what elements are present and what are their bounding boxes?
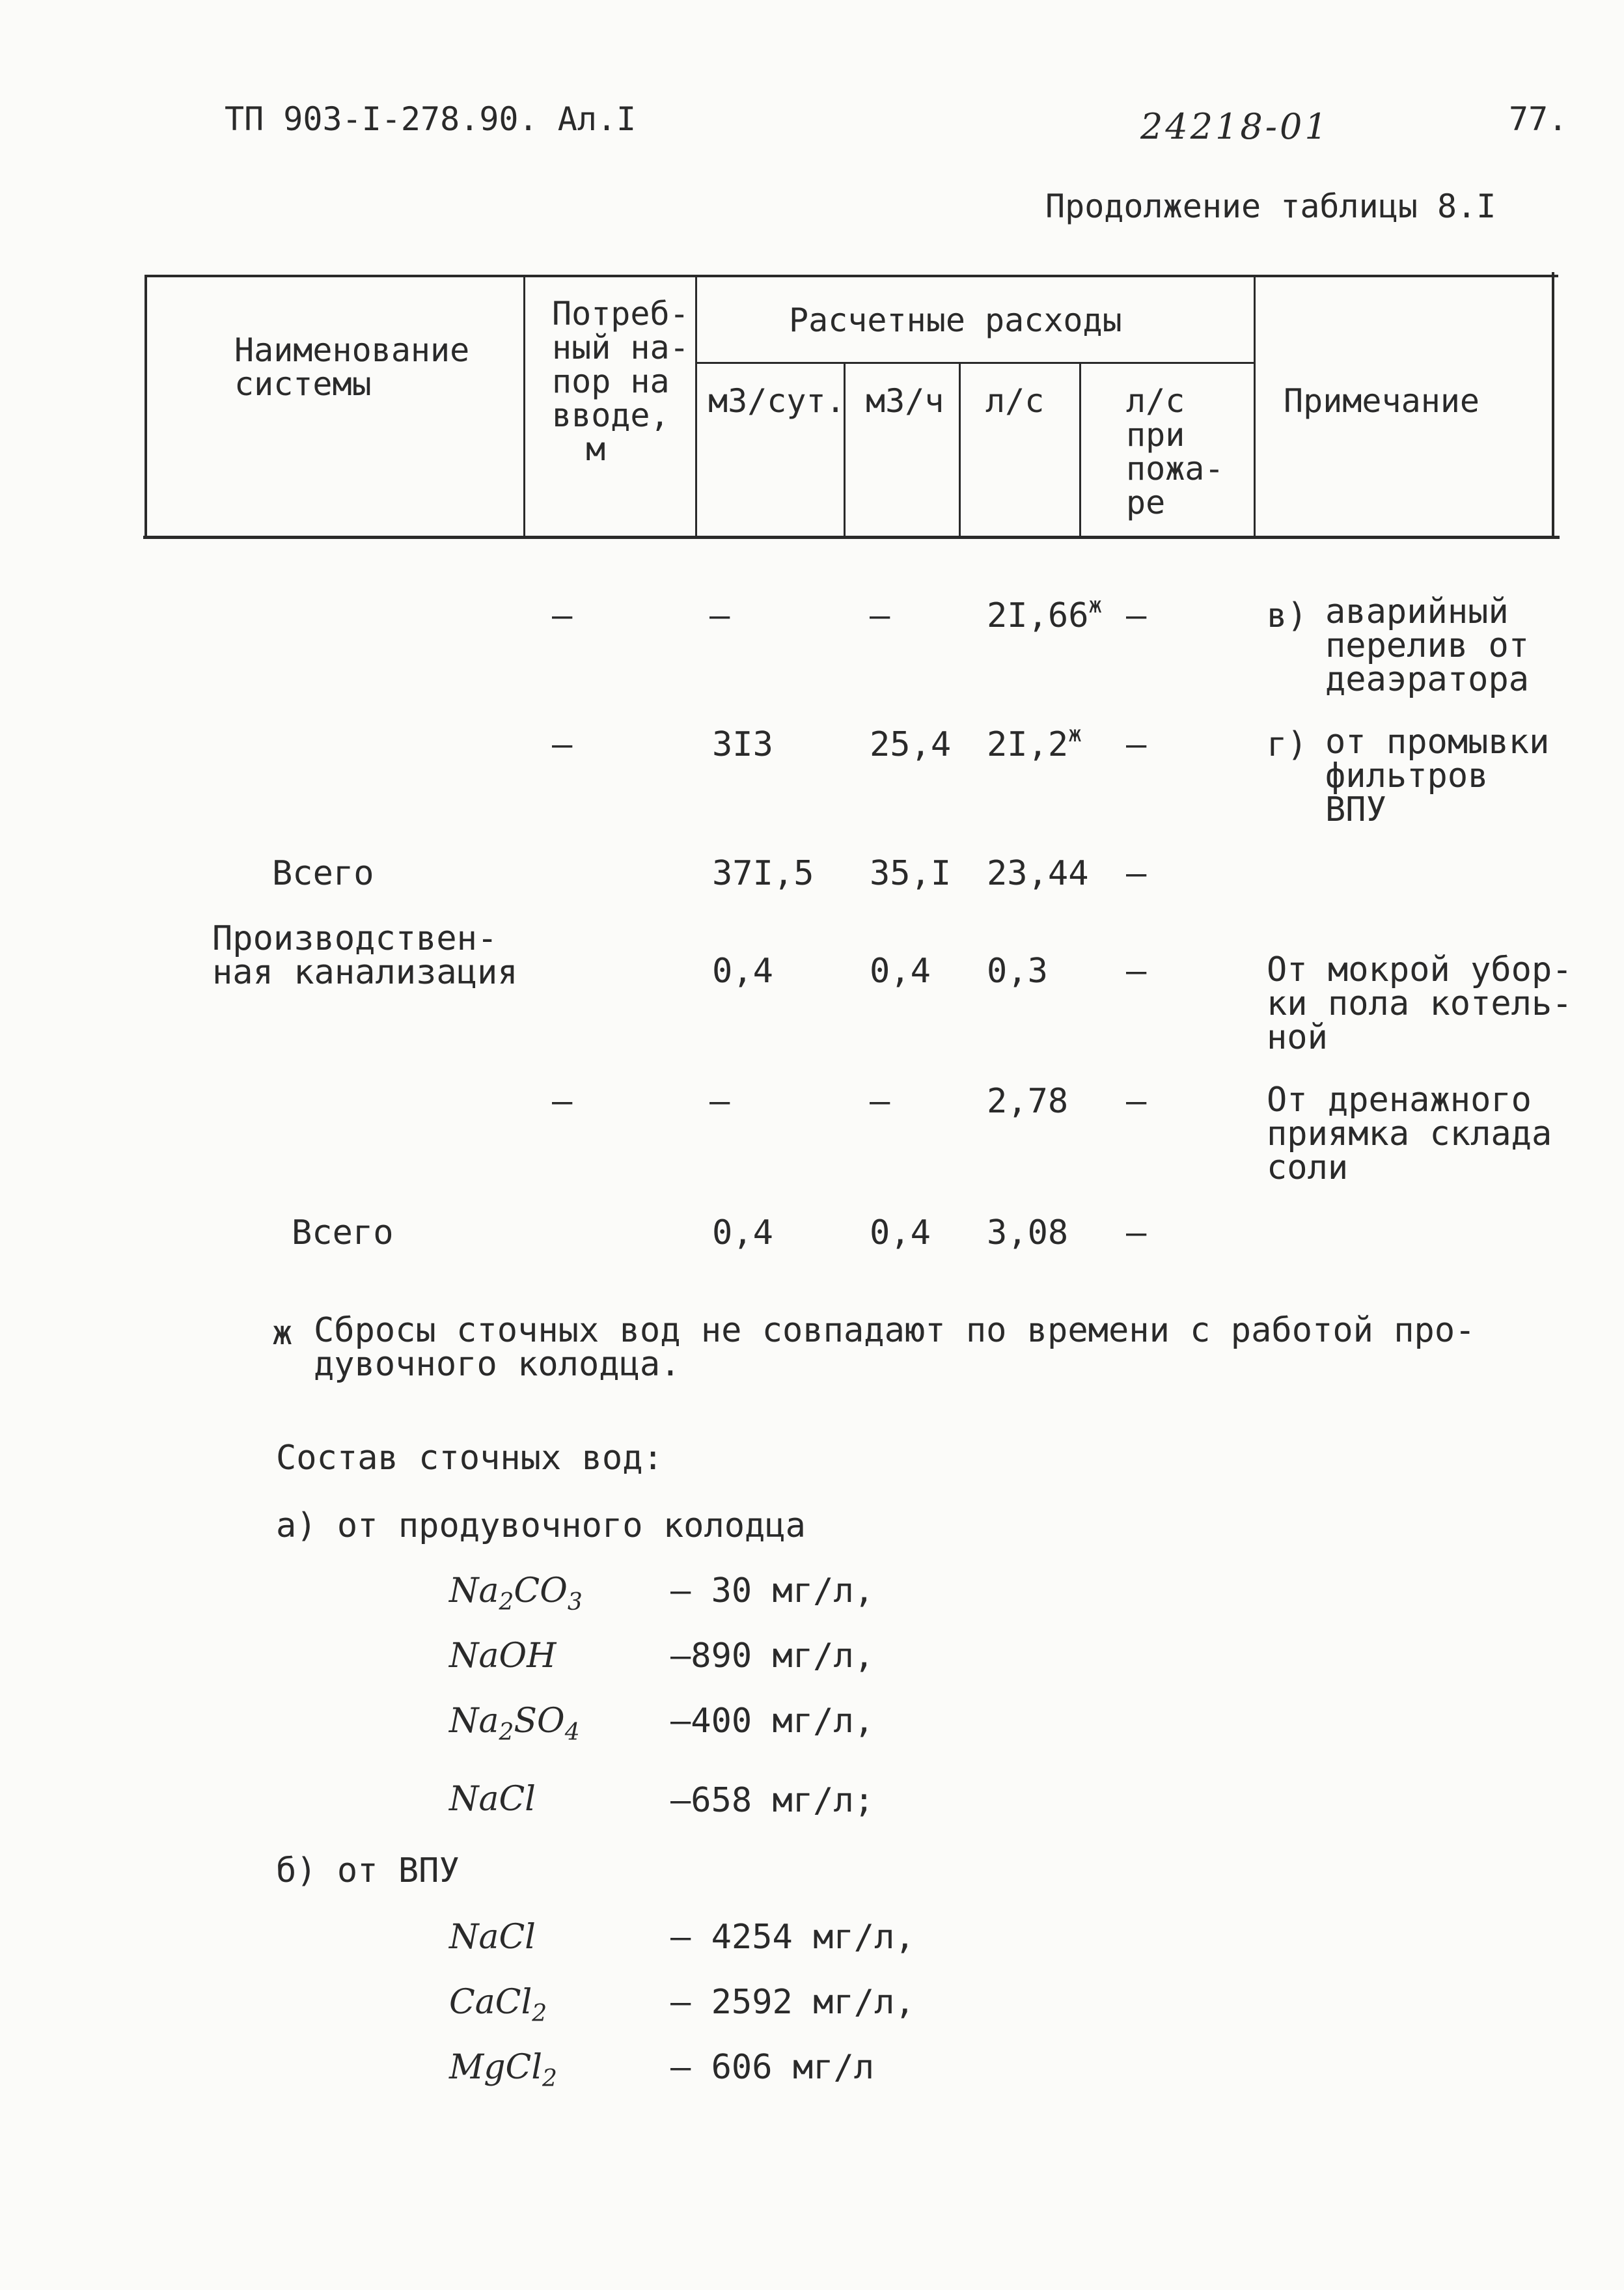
cell-day: – [709, 596, 730, 635]
col-head-line: вводе, [552, 396, 670, 434]
col-note-header: Примечание [1284, 382, 1480, 420]
cell-head: – [552, 725, 573, 764]
note-line: перелив от [1325, 626, 1530, 665]
footnote-mark: ж [1088, 592, 1103, 618]
cell-day: 3I3 [712, 725, 773, 764]
footnote-line: Сбросы сточных вод не совпадают по времени с работой про- [314, 1311, 1476, 1350]
cell-hour: 0,4 [870, 1213, 931, 1252]
col-fire-line: при [1126, 416, 1185, 454]
col-head-header [552, 297, 689, 466]
cell-fire: – [1126, 1213, 1147, 1252]
note-line: От дренажного [1267, 1081, 1532, 1120]
cell-day: – [709, 1082, 730, 1121]
footnote-text [314, 1311, 1476, 1384]
formula-na2co3: $Na_2CO_3$ [449, 1571, 583, 1616]
col-fire-header [1126, 384, 1224, 519]
concentration-value: –658 мг/л; [670, 1781, 875, 1820]
formula-mgcl2: MgCl$_2$ [449, 2048, 557, 2092]
concentration-value: – 606 мг/л [670, 2048, 875, 2087]
cell-ls: 0,3 [987, 952, 1048, 991]
note-line: фильтров [1325, 756, 1489, 795]
cell-ls: 2,78 [987, 1082, 1069, 1121]
cell-head: – [552, 1082, 573, 1121]
footnote-mark: ж [272, 1314, 293, 1353]
col-fire-line: л/с [1126, 382, 1185, 420]
formula-cacl2: CaCl$_2$ [449, 1983, 547, 2027]
footnote-mark: ж [1068, 721, 1082, 747]
cell-note [1325, 592, 1530, 699]
footnote-line: дувочного колодца. [314, 1345, 681, 1384]
col-head-line: пор на [552, 363, 670, 400]
col-head-line: ный на- [552, 329, 689, 366]
cell-hour: – [870, 596, 890, 635]
page-number: 77. [1509, 100, 1568, 138]
composition-title: Состав сточных вод: [276, 1439, 663, 1478]
cell-name: Всего [292, 1213, 394, 1252]
table-caption: Продолжение таблицы 8.I [1045, 187, 1496, 225]
concentration-value: –400 мг/л, [670, 1702, 875, 1741]
cell-hour: 0,4 [870, 952, 931, 991]
cell-name: Всего [272, 854, 374, 893]
group-b-title: б) от ВПУ [276, 1851, 460, 1890]
cell-ls: 23,44 [987, 854, 1089, 893]
cell-hour: 25,4 [870, 725, 952, 764]
cell-name [212, 919, 518, 992]
note-line: аварийный [1325, 592, 1509, 631]
col-head-line: Потреб- [552, 295, 689, 333]
note-line: ной [1267, 1018, 1328, 1057]
group-header-flows: Расчетные расходы [789, 301, 1122, 339]
col-head-line: м [586, 430, 606, 468]
concentration-value: – 2592 мг/л, [670, 1983, 915, 2022]
cell-ls [987, 721, 1082, 764]
formula-nacl: NaCl [449, 1918, 536, 1957]
cell-hour: 35,I [870, 854, 952, 893]
concentration-value: – 4254 мг/л, [670, 1918, 915, 1957]
cell-note [1267, 1083, 1552, 1185]
col-hour-header: м3/ч [866, 382, 944, 420]
col-name-line: Наименование [234, 331, 470, 369]
inventory-number: 24218-01 [1140, 106, 1330, 147]
note-line: От мокрой убор- [1267, 950, 1573, 989]
cell-fire: – [1126, 596, 1147, 635]
cell-day: 0,4 [712, 952, 773, 991]
cell-head: – [552, 596, 573, 635]
col-ls-header: л/с [985, 382, 1045, 420]
cell-ls-value: 2I,66 [987, 596, 1089, 635]
col-day-header: м3/сут. [708, 382, 846, 420]
concentration-value: – 30 мг/л, [670, 1571, 875, 1610]
col-fire-line: ре [1126, 484, 1166, 521]
group-a-title: а) от продувочного колодца [276, 1506, 806, 1545]
cell-note-letter: в) [1267, 596, 1308, 635]
note-line: ВПУ [1325, 790, 1386, 829]
col-name-line: системы [234, 365, 372, 403]
cell-hour: – [870, 1082, 890, 1121]
formula-nacl: NaCl [449, 1780, 536, 1819]
cell-fire: – [1126, 854, 1147, 893]
cell-note [1325, 725, 1549, 827]
col-name-header [234, 333, 469, 401]
note-line: ки пола котель- [1267, 984, 1573, 1023]
name-line: Производствен- [212, 919, 498, 958]
cell-ls [987, 592, 1103, 635]
formula-na2so4: $Na_2SO_4$ [449, 1702, 580, 1746]
note-line: от промывки [1325, 723, 1550, 762]
note-line: соли [1267, 1148, 1349, 1187]
cell-fire: – [1126, 725, 1147, 764]
cell-day: 37I,5 [712, 854, 814, 893]
cell-ls: 3,08 [987, 1213, 1069, 1252]
note-line: деаэратора [1325, 660, 1530, 699]
cell-note-letter: г) [1267, 725, 1308, 764]
cell-fire: – [1126, 1082, 1147, 1121]
note-line: приямка склада [1267, 1114, 1552, 1153]
concentration-value: –890 мг/л, [670, 1636, 875, 1676]
name-line: ная канализация [212, 953, 518, 992]
cell-day: 0,4 [712, 1213, 773, 1252]
cell-fire: – [1126, 952, 1147, 991]
cell-ls-value: 2I,2 [987, 725, 1069, 764]
document-code: ТП 903-I-278.90. Ал.I [225, 100, 637, 138]
cell-note [1267, 950, 1573, 1057]
formula-naoh: NaOH [449, 1636, 557, 1676]
col-fire-line: пожа- [1126, 450, 1224, 488]
